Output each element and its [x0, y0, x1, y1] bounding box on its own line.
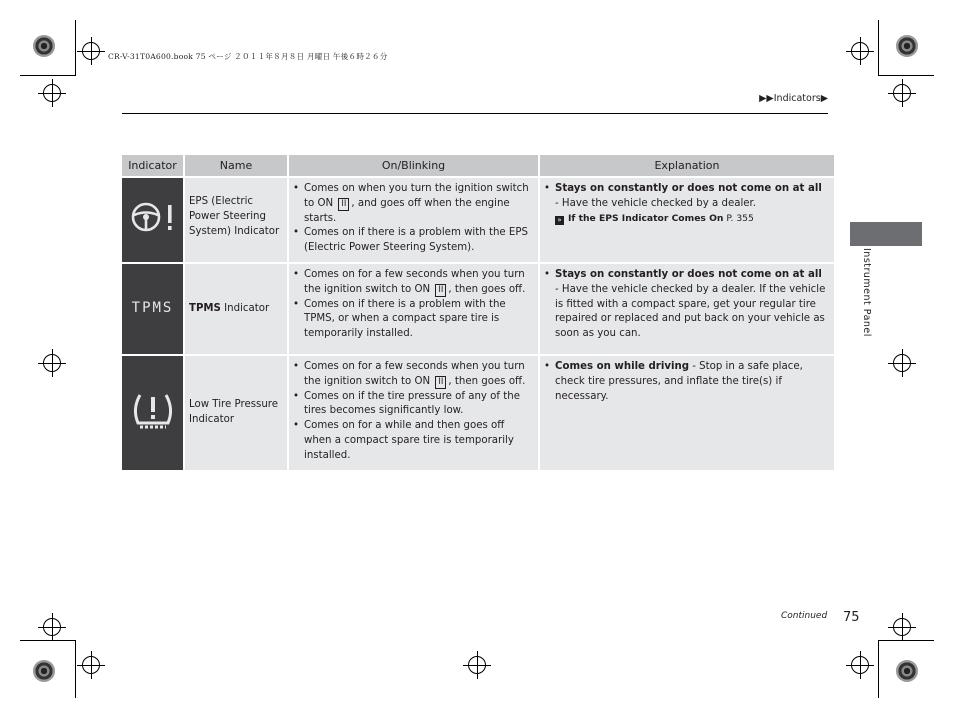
registration-mark-icon	[82, 42, 100, 60]
ignition-key-position-icon: II	[435, 284, 446, 297]
column-header-explanation: Explanation	[540, 155, 834, 176]
on-blinking-cell	[289, 178, 538, 262]
section-tab-label: Instrument Panel	[861, 248, 872, 337]
list-item: • Comes on if the tire pressure of any of the tires becomes significantly low.	[292, 390, 532, 420]
registration-mark-icon	[893, 618, 911, 636]
indicator-cell	[122, 264, 183, 354]
explanation-cell	[540, 178, 834, 262]
explanation-cell	[540, 356, 834, 470]
reference-arrow-icon: »	[555, 216, 564, 225]
table-row	[122, 178, 834, 262]
registration-mark-icon	[43, 618, 61, 636]
indicator-cell	[122, 356, 183, 470]
header-rule	[122, 113, 828, 114]
cross-reference-link[interactable]: » If the EPS Indicator Comes On P. 355	[555, 212, 828, 227]
registration-mark-icon	[43, 354, 61, 372]
indicator-name: Low Tire Pressure Indicator	[185, 356, 287, 470]
list-item: • Comes on if there is a problem with the TPMS, or when a compact spare tire is temporarily installed.	[292, 298, 532, 342]
breadcrumb-arrow-icon: ▶	[820, 93, 828, 104]
indicator-name: EPS (Electric Power Steering System) Indicator	[185, 178, 287, 262]
breadcrumb-arrows-icon: ▶▶	[759, 93, 774, 104]
section-tab	[850, 222, 922, 246]
color-rosette-icon	[896, 660, 918, 682]
indicator-table	[120, 153, 836, 472]
on-blinking-cell	[289, 264, 538, 354]
table-row	[122, 264, 834, 354]
registration-mark-icon	[893, 84, 911, 102]
ignition-key-position-icon: II	[338, 198, 349, 211]
ignition-key-position-icon: II	[435, 376, 446, 389]
list-item: • Stays on constantly or does not come on at all - Have the vehicle checked by a dealer. » If the EPS Indicator Comes On P. 355	[543, 182, 828, 226]
breadcrumb[interactable]	[759, 93, 828, 104]
registration-mark-icon	[43, 84, 61, 102]
registration-mark-icon	[893, 354, 911, 372]
indicator-name: TPMS Indicator	[185, 264, 287, 354]
list-item: • Comes on for a few seconds when you turn the ignition switch to ON II , then goes off.	[292, 360, 532, 390]
tpms-text-icon: TPMS	[131, 299, 174, 316]
column-header-name: Name	[185, 155, 287, 176]
list-item: • Comes on if there is a problem with the EPS (Electric Power Steering System).	[292, 226, 532, 256]
table-row	[122, 356, 834, 470]
column-header-on-blinking: On/Blinking	[289, 155, 538, 176]
color-rosette-icon	[33, 35, 55, 57]
list-item: • Comes on for a while and then goes off when a compact spare tire is temporarily installed.	[292, 419, 532, 463]
color-rosette-icon	[896, 35, 918, 57]
explanation-cell	[540, 264, 834, 354]
list-item: • Comes on while driving - Stop in a safe place, check tire pressures, and inflate the tire(s) if necessary.	[543, 360, 828, 404]
list-item: • Comes on for a few seconds when you turn the ignition switch to ON II , then goes off.	[292, 268, 532, 298]
list-item: • Stays on constantly or does not come on at all - Have the vehicle checked by a dealer. If the vehicle is fitted with a compact spare, get your regular tire repaired or replaced and put back on your vehicle as soon as you can.	[543, 268, 828, 342]
table-header-row	[122, 155, 834, 176]
file-stamp: CR-V-31T0A600.book 75 ページ ２０１１年８月８日 月曜日 午後６時２６分	[108, 52, 388, 61]
on-blinking-cell	[289, 356, 538, 470]
column-header-indicator: Indicator	[122, 155, 183, 176]
low-tire-pressure-icon	[128, 385, 178, 435]
registration-mark-icon	[82, 656, 100, 674]
registration-mark-icon	[851, 656, 869, 674]
registration-mark-icon	[468, 656, 486, 674]
color-rosette-icon	[33, 660, 55, 682]
list-item: • Comes on when you turn the ignition switch to ON II , and goes off when the engine starts.	[292, 182, 532, 226]
continued-label: Continued	[781, 611, 828, 621]
breadcrumb-label: Indicators	[773, 93, 821, 104]
indicator-cell	[122, 178, 183, 262]
registration-mark-icon	[851, 42, 869, 60]
eps-steering-wheel-warning-icon	[128, 197, 178, 237]
page-number: 75	[843, 610, 860, 625]
